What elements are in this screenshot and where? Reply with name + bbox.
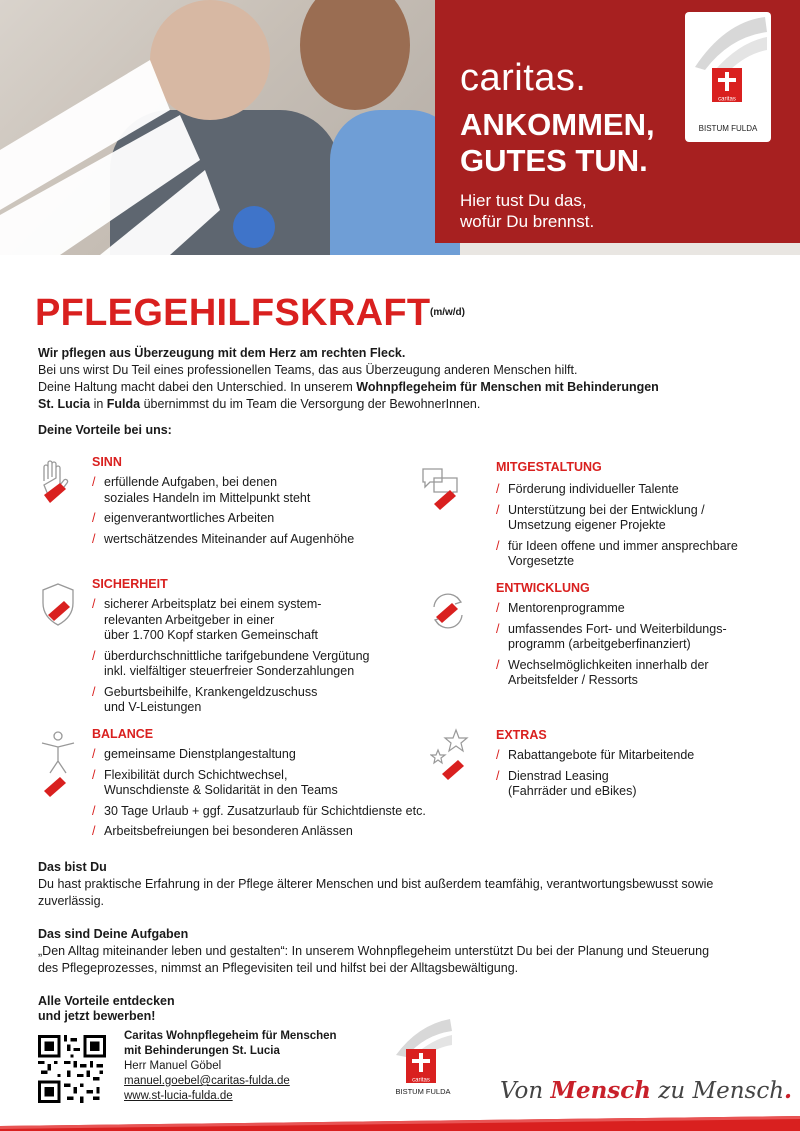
svg-text:caritas: caritas xyxy=(718,96,736,102)
hand-icon xyxy=(38,459,78,507)
benefit-sinn-item: / eigenverantwortliches Arbeiten xyxy=(92,511,275,525)
logo-subtitle: BISTUM FULDA xyxy=(698,124,758,133)
speech-bubbles-icon xyxy=(420,464,460,512)
slogan-sub: Hier tust Du das, wofür Du brennst. xyxy=(460,191,595,231)
job-title: PFLEGEHILFSKRAFT xyxy=(35,292,431,334)
cycle-arrows-icon xyxy=(428,587,468,635)
benefit-extras-list xyxy=(496,748,796,805)
benefit-sinn-list xyxy=(92,475,412,552)
motto: Von Mensch zu Mensch. xyxy=(500,1077,793,1104)
benefit-entwicklung-item: / Mentorenprogramme xyxy=(496,601,625,615)
profile-heading: Das bist Du xyxy=(38,860,107,874)
benefit-mitgestaltung-item: / Förderung individueller Talente xyxy=(496,482,679,496)
benefit-sicherheit-item: / sicherer Arbeitsplatz bei einem system- relevanten Arbeitgeber in einer über 1.700 Kopf starken Gemeinschaft xyxy=(92,597,322,642)
caritas-flame-cross-icon xyxy=(406,1049,436,1083)
benefit-sicherheit-item: / überdurchschnittliche tarifgebundene Vergütung inkl. vielfältiger steuerfreier Sonderzahlungen xyxy=(92,648,370,678)
caritas-logo-bottom xyxy=(388,1017,458,1109)
benefit-mitgestaltung-list xyxy=(496,482,796,575)
hero-banner xyxy=(0,0,800,255)
caritas-logo xyxy=(685,12,771,142)
caritas-flame-cross-icon xyxy=(712,68,742,102)
benefit-balance-item: / Flexibilität durch Schichtwechsel, Wunschdienste & Solidarität in den Teams xyxy=(92,767,338,797)
person-balance-icon xyxy=(38,729,78,801)
tasks-text: „Den Alltag miteinander leben und gestalten“: In unserem Wohnpflegeheim unterstützt Du bei der Planung und Steuerung des Pflegeprozesses, nimmst an Pflegevisiten teil und hilfst bei der Alltagsbewältigung. xyxy=(38,944,710,975)
benefit-entwicklung-list xyxy=(496,601,796,694)
logo-swoosh xyxy=(685,12,771,72)
benefit-balance-item: / 30 Tage Urlaub + ggf. Zusatzurlaub für Schichtdienste etc. xyxy=(92,803,426,818)
slogan: ANKOMMEN, GUTES TUN. xyxy=(460,107,655,178)
benefit-balance-list xyxy=(92,747,472,845)
cta-text: Alle Vorteile entdecken und jetzt bewerben! xyxy=(38,994,175,1023)
brand-wordmark: caritas. xyxy=(460,57,587,99)
email-link[interactable]: manuel.goebel@caritas-fulda.de xyxy=(124,1075,290,1087)
benefit-entwicklung-item: / umfassendes Fort- und Weiterbildungs- programm (arbeitgeberfinanziert) xyxy=(496,621,727,651)
benefit-balance-item: / gemeinsame Dienstplangestaltung xyxy=(92,747,296,761)
benefit-sicherheit-item: / Geburtsbeihilfe, Krankengeldzuschuss und V-Leistungen xyxy=(92,684,318,714)
benefit-sinn-item: / wertschätzendes Miteinander auf Augenhöhe xyxy=(92,531,355,546)
stars-icon xyxy=(430,728,470,784)
benefit-extras-item: / Rabattangebote für Mitarbeitende xyxy=(496,748,695,762)
benefit-sinn-item: / erfüllende Aufgaben, bei denen soziales Handeln im Mittelpunkt steht xyxy=(92,475,311,505)
tasks-heading: Das sind Deine Aufgaben xyxy=(38,927,189,941)
benefit-sicherheit-list xyxy=(92,597,432,721)
qr-code[interactable] xyxy=(38,1035,106,1103)
benefit-balance-item: / Arbeitsbefreiungen bei besonderen Anlässen xyxy=(92,824,353,838)
benefit-mitgestaltung-item: / Unterstützung bei der Entwicklung / Umsetzung eigener Projekte xyxy=(496,502,705,532)
svg-text:caritas: caritas xyxy=(412,1077,430,1083)
decorative-stripes xyxy=(0,0,300,255)
gender-suffix: (m/w/d) xyxy=(430,307,465,318)
intro-text: Wir pflegen aus Überzeugung mit dem Herz am rechten Fleck. Bei uns wirst Du Teil eines professionellen Teams, das aus Überzeugung anderen Menschen hilft. Deine Haltung macht dabei den Unterschied. In unserem Wohnpflegeheim für Menschen mit Behinderungen St. Lucia in Fulda übernimmst du im Team die Versorgung der BewohnerInnen. xyxy=(38,346,659,411)
logo-subtitle: BISTUM FULDA xyxy=(395,1087,451,1096)
footer-red-bar xyxy=(0,1116,800,1131)
shield-icon xyxy=(38,581,78,629)
profile-text: Du hast praktische Erfahrung in der Pflege älterer Menschen und bist außerdem teamfähig, verantwortungsbewusst sowie zuverlässig. xyxy=(38,877,714,908)
benefit-entwicklung-item: / Wechselmöglichkeiten innerhalb der Arbeitsfelder / Ressorts xyxy=(496,657,709,687)
contact-block: Caritas Wohnpflegeheim für Menschen mit Behinderungen St. Lucia Herr Manuel Göbel manuel.goebel@caritas-fulda.de www.st-lucia-fulda.de xyxy=(124,1030,337,1102)
benefit-mitgestaltung-item: / für Ideen offene und immer ansprechbare Vorgesetzte xyxy=(496,538,738,568)
benefit-extras-item: / Dienstrad Leasing (Fahrräder und eBikes) xyxy=(496,768,637,798)
website-link[interactable]: www.st-lucia-fulda.de xyxy=(124,1090,233,1102)
benefits-heading: Deine Vorteile bei uns: xyxy=(38,423,172,437)
